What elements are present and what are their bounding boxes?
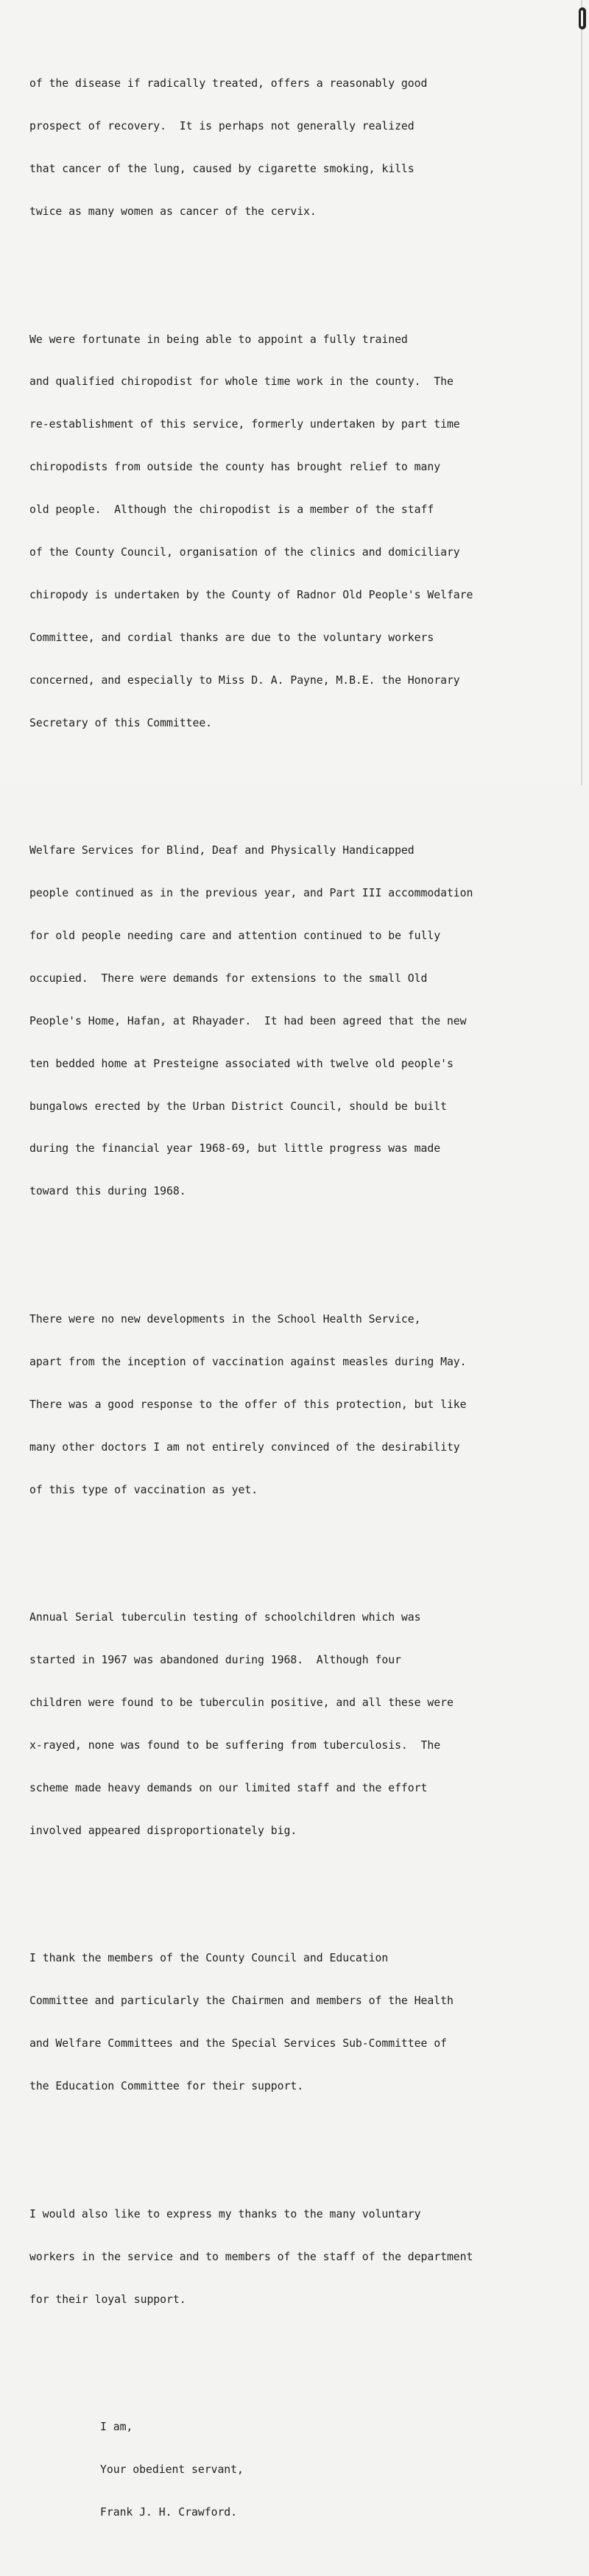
text-line: We were fortunate in being able to appoint a fully trained — [29, 333, 408, 346]
text-line: involved appeared disproportionately big. — [29, 1824, 297, 1837]
text-line: prospect of recovery. It is perhaps not generally realized — [29, 120, 415, 133]
text-line: scheme made heavy demands on our limited staff and the effort — [29, 1781, 428, 1794]
paragraph-cancer — [29, 49, 589, 247]
paragraph-thanks-council — [29, 1923, 589, 2122]
text-line: I thank the members of the County Council and Education — [29, 1952, 389, 1965]
text-line: Committee, and cordial thanks are due to the voluntary workers — [29, 631, 434, 644]
text-line: and qualified chiropodist for whole time work in the county. The — [29, 375, 454, 389]
text-line: There was a good response to the offer of this protection, but like — [29, 1398, 467, 1411]
text-line: and Welfare Committees and the Special Services Sub-Committee of — [29, 2037, 447, 2050]
text-line: chiropodists from outside the county has brought relief to many — [29, 461, 441, 474]
text-line: toward this during 1968. — [29, 1185, 186, 1198]
text-line: concerned, and especially to Miss D. A. Payne, M.B.E. the Honorary — [29, 673, 460, 687]
text-line: old people. Although the chiropodist is a member of the staff — [29, 503, 434, 517]
text-line: the Education Committee for their support. — [29, 2080, 304, 2093]
text-line: bungalows erected by the Urban District Council, should be built — [29, 1100, 447, 1113]
closing-line: Your obedient servant, — [100, 2463, 244, 2477]
text-line: of this type of vaccination as yet. — [29, 1483, 258, 1496]
text-line: twice as many women as cancer of the cervix. — [29, 205, 317, 218]
text-line: chiropody is undertaken by the County of Radnor Old People's Welfare — [29, 588, 473, 601]
text-line: ten bedded home at Presteigne associated with twelve old people's — [29, 1057, 454, 1070]
text-line: for old people needing care and attention continued to be fully — [29, 930, 441, 942]
text-line: Committee and particularly the Chairmen and members of the Health — [29, 1995, 454, 2008]
letter-body — [29, 20, 589, 2576]
text-line: started in 1967 was abandoned during 1968. Although four — [29, 1654, 401, 1667]
text-line: many other doctors I am not entirely convinced of the desirability — [29, 1440, 460, 1454]
text-line: re-establishment of this service, formerly undertaken by part time — [29, 418, 460, 431]
text-line: children were found to be tuberculin positive, and all these were — [29, 1696, 454, 1710]
text-line: There were no new developments in the School Health Service, — [29, 1313, 421, 1326]
paragraph-chiropody — [29, 304, 589, 759]
text-line: of the disease if radically treated, offers a reasonably good — [29, 77, 428, 91]
text-line: Annual Serial tuberculin testing of schoolchildren which was — [29, 1611, 421, 1624]
text-line: x-rayed, none was found to be suffering from tuberculosis. The — [29, 1738, 441, 1752]
paragraph-school-health — [29, 1284, 589, 1525]
text-line: workers in the service and to members of the staff of the department — [29, 2250, 473, 2263]
text-line: of the County Council, organisation of the clinics and domiciliary — [29, 545, 460, 559]
paragraph-tuberculin — [29, 1582, 589, 1866]
text-line: Welfare Services for Blind, Deaf and Physically Handicapped — [29, 844, 415, 857]
text-line: apart from the inception of vaccination against measles during May. — [29, 1355, 467, 1368]
text-line: Secretary of this Committee. — [29, 716, 213, 729]
text-line: occupied. There were demands for extensions to the small Old — [29, 972, 428, 985]
letter-closing — [100, 2392, 589, 2548]
closing-line: I am, — [100, 2421, 133, 2434]
paragraph-thanks-workers — [29, 2179, 589, 2335]
text-line: People's Home, Hafan, at Rhayader. It had been agreed that the new — [29, 1014, 467, 1027]
signature-name: Frank J. H. Crawford. — [100, 2505, 238, 2519]
text-line: that cancer of the lung, caused by cigarette smoking, kills — [29, 162, 415, 175]
paragraph-welfare-services — [29, 815, 589, 1228]
text-line: during the financial year 1968-69, but little progress was made — [29, 1142, 441, 1156]
text-line: I would also like to express my thanks to the many voluntary — [29, 2207, 421, 2221]
text-line: for their loyal support. — [29, 2293, 186, 2306]
text-line: people continued as in the previous year, and Part III accommodation — [29, 887, 473, 900]
